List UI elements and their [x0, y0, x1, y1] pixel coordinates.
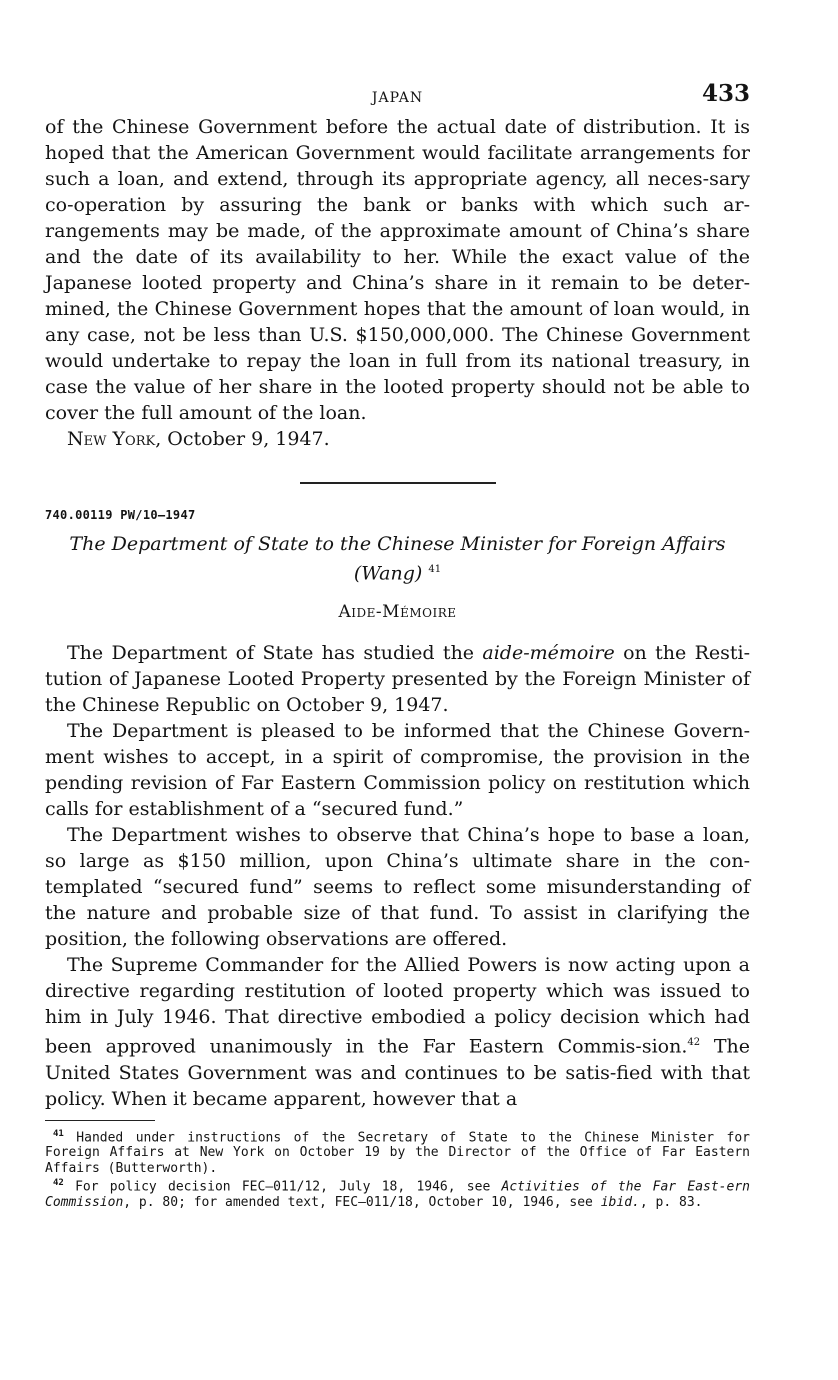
continued-paragraph: of the Chinese Government before the actual date of distribution. It is hoped that the American Government would facilitate arrangements for such a loan, and extend, through its appropriate agency, all neces-sary co-operation by assuring the bank or banks with which such ar-rangements may be made, of the approximate amount of China’s share and the date of its availability to her. While the exact value of the Japanese looted property and China’s share in it remain to be deter-mined, the Chinese Government hopes that the amount of loan would, in any case, not be less than U.S. $150,000,000. The Chinese Government would undertake to repay the loan in full from its national treasury, in case the value of her share in the looted property should not be able to cover the full amount of the loan. — [45, 116, 750, 424]
dateline-place: New York — [67, 428, 156, 450]
paragraph-2: The Department is pleased to be informed that the Chinese Govern-ment wishes to accept, in a spirit of compromise, the provision in the pending revision of Far Eastern Commission policy on restitution which calls for establishment of a “secured fund.” — [45, 720, 750, 821]
footnote-42-text-b: , p. 80; for amended text, FEC–011/18, October 10, 1946, see — [123, 1195, 601, 1211]
file-number: 740.00119 PW/10–1947 — [45, 508, 196, 522]
paragraph-1-text-a: The Department of State has studied the — [67, 642, 483, 665]
footnote-ref-42: 42 — [687, 1037, 701, 1049]
footnote-42-italic-a: Activities of the Far East-ern Commission — [45, 1179, 750, 1211]
footnote-41-text: Handed under instructions of the Secretary of State to the Chinese Minister for Foreign Affairs at New York on October 19 by the Director of the Office of Far Eastern Affairs (Butterworth). — [45, 1129, 750, 1176]
running-title: JAPAN — [371, 90, 424, 106]
footnote-41-number: 41 — [53, 1128, 64, 1139]
title-footnote-ref: 41 — [428, 564, 442, 575]
footnote-42-italic-b: ibid. — [600, 1195, 640, 1211]
paragraph-4 — [45, 952, 750, 1111]
footnote-41 — [45, 1127, 750, 1177]
document-title-text: The Department of State to the Chinese Minister for Foreign Affairs (Wang) — [69, 533, 726, 585]
footnote-42-number: 42 — [53, 1178, 64, 1189]
footnote-42-text-a: For policy decision FEC–011/12, July 18, 1946, see — [63, 1179, 502, 1195]
page — [45, 80, 750, 1211]
paragraph-1 — [45, 640, 750, 718]
footnote-42 — [45, 1176, 750, 1210]
paragraph-4-text-a: The Supreme Commander for the Allied Powers is now acting upon a directive regarding restitution of looted property which was issued to him in July 1946. That directive embodied a policy decision which had been approved unanimously in the Far Eastern Commis-sion. — [45, 954, 750, 1058]
footnote-divider — [45, 1120, 155, 1121]
dateline-date: , October 9, 1947. — [155, 428, 330, 450]
running-head — [45, 80, 750, 114]
paragraph-4-text-b: The United States Government was and continues to be satis-fied with that policy. When it became apparent, however that a — [45, 1035, 750, 1110]
document-heading: Aide-Mémoire — [338, 602, 457, 623]
paragraph-1-text-b: on the Resti-tution of Japanese Looted Property presented by the Foreign Minister of the Chinese Republic on October 9, 1947. — [45, 642, 750, 717]
footnote-42-text-c: , p. 83. — [639, 1195, 703, 1211]
dateline — [45, 426, 750, 452]
document-title — [45, 532, 750, 586]
paragraph-3: The Department wishes to observe that China’s hope to base a loan, so large as $150 million, upon China’s ultimate share in the con-templated “secured fund” seems to reflect some misunderstanding of the nature and probable size of that fund. To assist in clarifying the position, the following observations are offered. — [45, 824, 750, 951]
page-number: 433 — [701, 80, 750, 107]
section-divider — [300, 482, 496, 484]
paragraph-1-italic: aide-mémoire — [482, 642, 615, 665]
